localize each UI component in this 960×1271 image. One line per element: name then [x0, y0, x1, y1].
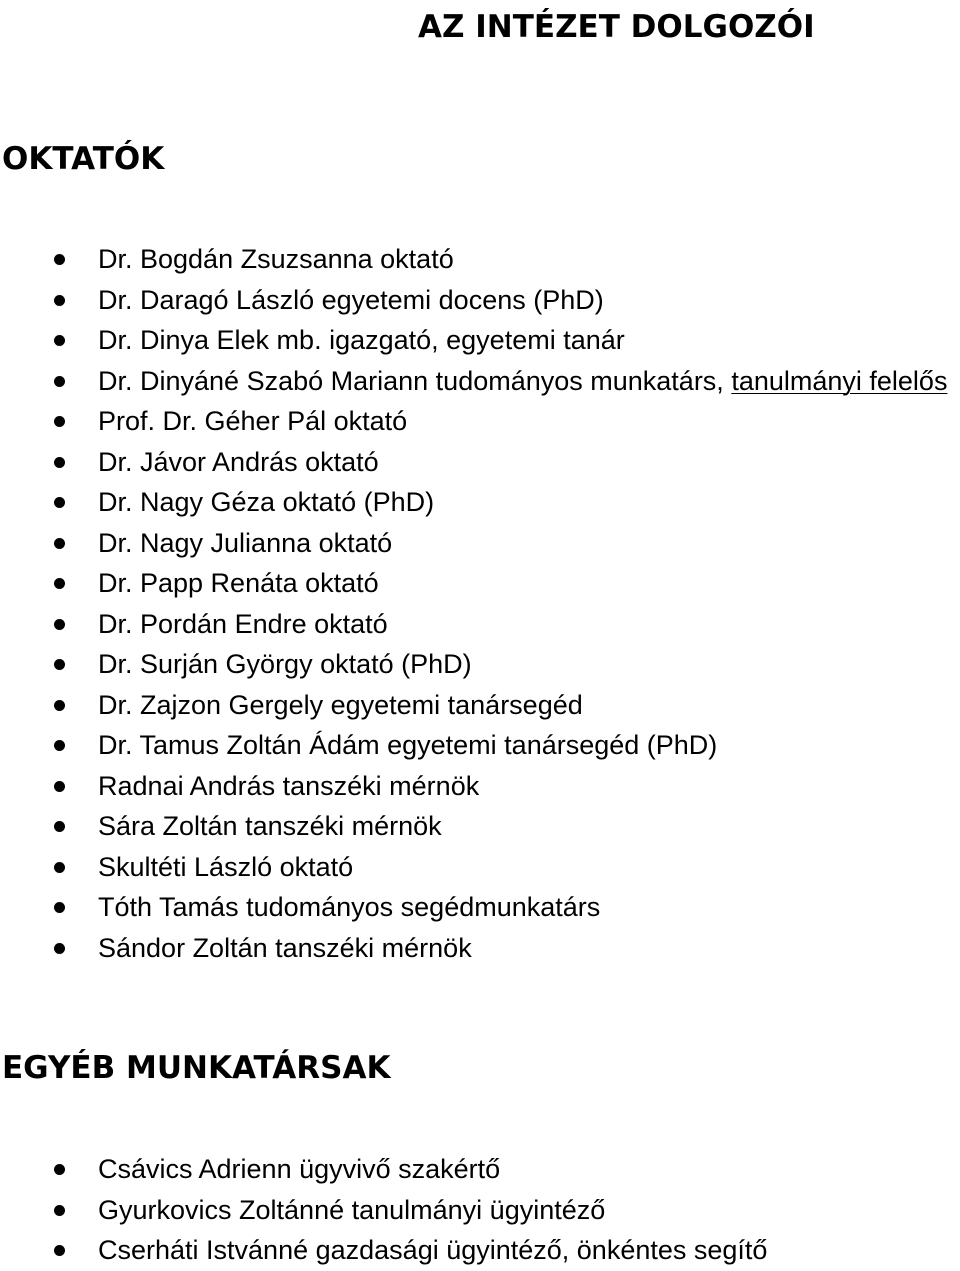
list-item-text: Dr. Zajzon Gergely egyetemi tanársegéd: [98, 689, 583, 720]
list-item: [0, 482, 947, 523]
list-item: [0, 725, 947, 766]
bullet-icon: [54, 295, 65, 306]
list-item-text: Dr. Nagy Julianna oktató: [98, 527, 393, 558]
bullet-icon: [54, 1245, 65, 1256]
bullet-icon: [54, 254, 65, 265]
bullet-icon: [54, 457, 65, 468]
list-item-text: Prof. Dr. Géher Pál oktató: [98, 406, 408, 436]
bullet-icon: [54, 416, 65, 427]
staff-list-egyeb-munkatarsak: [0, 1149, 767, 1271]
page-title: AZ INTÉZET DOLGOZÓI: [418, 9, 815, 45]
list-item-text: Dr. Pordán Endre oktató: [98, 608, 388, 639]
list-item-text: Skultéti László oktató: [98, 851, 354, 882]
bullet-icon: [54, 619, 65, 630]
bullet-icon: [54, 1164, 65, 1175]
list-item: [0, 320, 947, 361]
list-item: [0, 644, 947, 685]
section-heading-egyeb-munkatarsak: EGYÉB MUNKATÁRSAK: [2, 1050, 391, 1086]
list-item-text: Csávics Adrienn ügyvivő szakértő: [98, 1154, 501, 1184]
list-item-text: Dr. Tamus Zoltán Ádám egyetemi tanársegéd (PhD): [98, 730, 718, 760]
list-item: [0, 928, 947, 969]
list-item-text: Dr. Surján György oktató (PhD): [98, 649, 472, 679]
bullet-icon: [54, 335, 65, 346]
list-item: [0, 604, 947, 645]
list-item-text: Gyurkovics Zoltánné tanulmányi ügyintéző: [98, 1194, 606, 1225]
list-item: [0, 847, 947, 888]
list-item: [0, 1230, 767, 1271]
bullet-icon: [54, 578, 65, 589]
list-item: [0, 1149, 767, 1190]
bullet-icon: [54, 862, 65, 873]
bullet-icon: [54, 497, 65, 508]
bullet-icon: [54, 700, 65, 711]
list-item-text: Radnai András tanszéki mérnök: [98, 770, 480, 801]
list-item: [0, 806, 947, 847]
bullet-icon: [54, 659, 65, 670]
list-item-text: Sándor Zoltán tanszéki mérnök: [98, 932, 472, 963]
bullet-icon: [54, 1205, 65, 1216]
section-heading-oktatok: OKTATÓK: [2, 141, 165, 177]
list-item-text: Dr. Nagy Géza oktató (PhD): [98, 487, 435, 517]
list-item: [0, 685, 947, 726]
list-item: [0, 361, 947, 402]
list-item-text: Dr. Dinyáné Szabó Mariann tudományos munkatárs,: [98, 365, 732, 396]
list-item-text: Dr. Daragó László egyetemi docens (PhD): [98, 284, 604, 315]
list-item: [0, 766, 947, 807]
bullet-icon: [54, 821, 65, 832]
list-item: [0, 401, 947, 442]
list-item: [0, 563, 947, 604]
list-item: [0, 887, 947, 928]
bullet-icon: [54, 740, 65, 751]
bullet-icon: [54, 781, 65, 792]
tanulmanyi-felelos-link[interactable]: tanulmányi felelős: [731, 365, 948, 396]
list-item-text: Cserháti Istvánné gazdasági ügyintéző, önkéntes segítő: [98, 1235, 768, 1265]
list-item-text: Sára Zoltán tanszéki mérnök: [98, 811, 442, 841]
list-item-text: Dr. Dinya Elek mb. igazgató, egyetemi tanár: [98, 325, 625, 355]
list-item: [0, 280, 947, 321]
list-item: [0, 239, 947, 280]
list-item-text: Tóth Tamás tudományos segédmunkatárs: [98, 892, 601, 922]
list-item-text: Dr. Papp Renáta oktató: [98, 568, 379, 598]
list-item-text: Dr. Jávor András oktató: [98, 446, 379, 477]
list-item-text: Dr. Bogdán Zsuzsanna oktató: [98, 244, 454, 274]
bullet-icon: [54, 902, 65, 913]
staff-list-oktatok: [0, 239, 947, 968]
bullet-icon: [54, 376, 65, 387]
bullet-icon: [54, 538, 65, 549]
list-item: [0, 523, 947, 564]
bullet-icon: [54, 943, 65, 954]
list-item: [0, 442, 947, 483]
list-item: [0, 1190, 767, 1231]
